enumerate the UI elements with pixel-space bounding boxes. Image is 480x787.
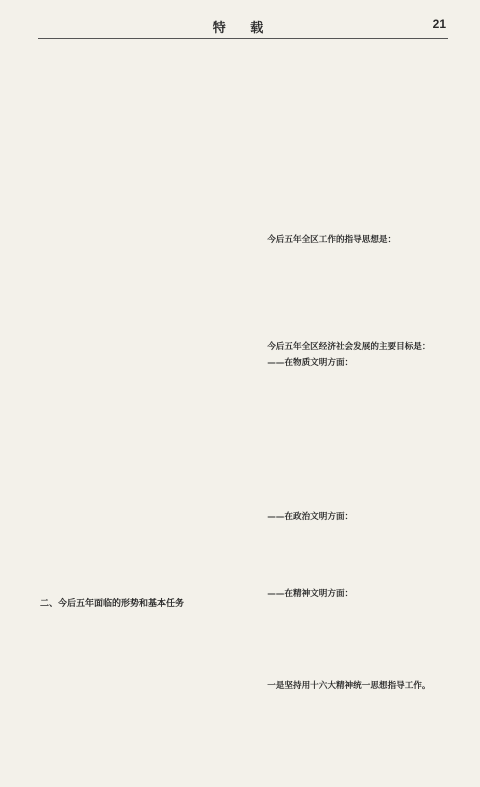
body-line xyxy=(40,741,230,756)
body-line xyxy=(250,294,440,309)
body-line xyxy=(250,525,440,540)
body-line xyxy=(40,387,230,402)
body-line xyxy=(250,140,440,155)
body-line xyxy=(250,695,440,710)
body-line xyxy=(250,310,440,325)
body-line xyxy=(250,279,440,294)
section-heading: 二、今后五年面临的形势和基本任务 xyxy=(40,598,185,609)
body-line xyxy=(40,110,230,125)
body-line xyxy=(40,171,230,186)
body-line xyxy=(40,356,230,371)
body-line xyxy=(40,680,230,695)
body-line xyxy=(250,618,440,633)
body-line xyxy=(40,340,230,355)
task-lead: 今后五年全区工作的指导思想是： xyxy=(267,234,397,245)
body-line xyxy=(40,695,230,710)
left-column xyxy=(40,48,230,631)
page-number: 21 xyxy=(432,17,446,31)
body-line xyxy=(250,479,440,494)
work-lead: 一是坚持用十六大精神统一思想指导工作。 xyxy=(267,681,431,692)
body-line xyxy=(250,63,440,78)
body-line xyxy=(40,664,230,679)
body-line xyxy=(40,618,230,633)
body-line xyxy=(250,771,440,786)
body-line xyxy=(250,263,440,278)
body-line xyxy=(250,248,440,263)
body-line xyxy=(40,140,230,155)
body-line xyxy=(40,402,230,417)
body-line xyxy=(250,417,440,432)
body-line xyxy=(40,494,230,509)
right-column xyxy=(250,48,440,692)
body-line xyxy=(250,571,440,586)
body-line xyxy=(40,233,230,248)
body-line xyxy=(250,217,440,232)
body-line xyxy=(40,710,230,725)
body-line xyxy=(250,602,440,617)
body-line xyxy=(40,571,230,586)
body-line xyxy=(40,48,230,63)
body-line xyxy=(250,371,440,386)
goal-political-lead: ——在政治文明方面： xyxy=(267,511,354,522)
page-header xyxy=(38,14,448,39)
body-line xyxy=(40,556,230,571)
body-line xyxy=(40,125,230,140)
body-line xyxy=(40,279,230,294)
body-line xyxy=(40,187,230,202)
body-line xyxy=(250,110,440,125)
body-line xyxy=(40,371,230,386)
body-line xyxy=(250,710,440,725)
body-line xyxy=(250,433,440,448)
body-line xyxy=(250,633,440,648)
goals-heading: 今后五年全区经济社会发展的主要目标是： xyxy=(267,342,431,353)
body-line xyxy=(250,664,440,679)
goal-spiritual-lead: ——在精神文明方面： xyxy=(267,588,354,599)
goal-material-lead: ——在物质文明方面： xyxy=(267,357,354,368)
body-line xyxy=(40,310,230,325)
body-line xyxy=(250,725,440,740)
body-line xyxy=(250,741,440,756)
body-line xyxy=(40,510,230,525)
body-line xyxy=(250,648,440,663)
body-line xyxy=(40,479,230,494)
body-line xyxy=(40,726,230,741)
body-line xyxy=(250,494,440,509)
body-line xyxy=(40,156,230,171)
body-line xyxy=(40,63,230,78)
body-line xyxy=(250,94,440,109)
body-line xyxy=(250,402,440,417)
body-line xyxy=(250,464,440,479)
body-line xyxy=(40,541,230,556)
body-line xyxy=(40,448,230,463)
body-line xyxy=(250,156,440,171)
body-line xyxy=(250,387,440,402)
body-line xyxy=(250,756,440,771)
body-line xyxy=(40,417,230,432)
body-line xyxy=(40,325,230,340)
body-line xyxy=(250,79,440,94)
body-line xyxy=(250,541,440,556)
body-line xyxy=(40,217,230,232)
body-line xyxy=(250,325,440,340)
body-line xyxy=(250,125,440,140)
body-line xyxy=(40,649,230,664)
body-line xyxy=(40,263,230,278)
body-line xyxy=(40,94,230,109)
body-line xyxy=(250,556,440,571)
body-line xyxy=(40,202,230,217)
body-line xyxy=(40,79,230,94)
body-line xyxy=(40,633,230,648)
body-line xyxy=(250,171,440,186)
body-line xyxy=(250,202,440,217)
body-line xyxy=(40,248,230,263)
body-line xyxy=(40,433,230,448)
body-line xyxy=(250,48,440,63)
header-title: 特 载 xyxy=(212,21,274,36)
body-line xyxy=(40,464,230,479)
body-line xyxy=(250,187,440,202)
body-line xyxy=(250,448,440,463)
body-line xyxy=(40,294,230,309)
body-line xyxy=(40,525,230,540)
